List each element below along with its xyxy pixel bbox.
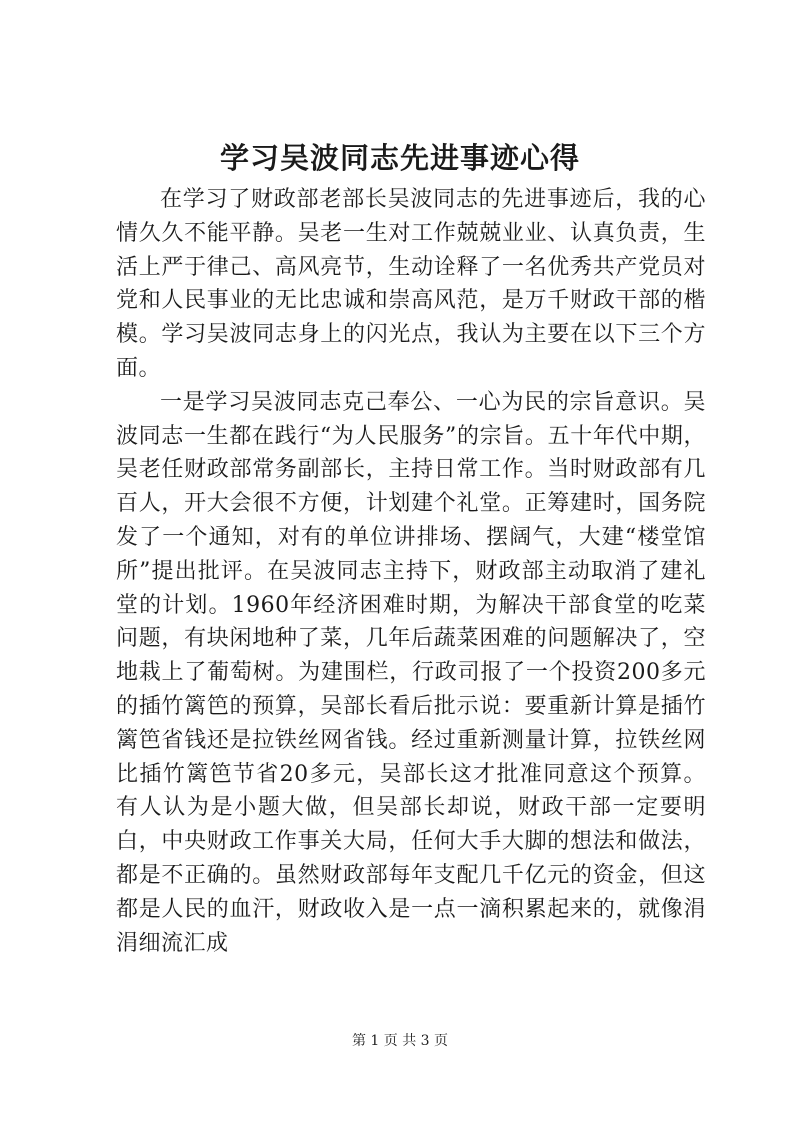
paragraph-intro: 在学习了财政部老部长吴波同志的先进事迹后，我的心情久久不能平静。吴老一生对工作兢兢业业、认真负责，生活上严于律己、高风亮节，生动诠释了一名优秀共产党员对党和人民事业的无比忠诚和崇高风范，是万千财政干部的楷模。学习吴波同志身上的闪光点，我认为主要在以下三个方面。	[116, 187, 706, 381]
document-body	[116, 183, 706, 960]
paragraph-point-one: 一是学习吴波同志克己奉公、一心为民的宗旨意识。吴波同志一生都在践行“为人民服务”的宗旨。五十年代中期，吴老任财政部常务副部长，主持日常工作。当时财政部有几百人，开大会很不方便，计划建个礼堂。正筹建时，国务院发了一个通知，对有的单位讲排场、摆阔气，大建“楼堂馆所”提出批评。在吴波同志主持下，财政部主动取消了建礼堂的计划。1960年经济困难时期，为解决干部食堂的吃菜问题，有块闲地种了菜，几年后蔬菜困难的问题解决了，空地栽上了葡萄树。为建围栏，行政司报了一个投资200多元的插竹篱笆的预算，吴部长看后批示说：要重新计算是插竹篱笆省钱还是拉铁丝网省钱。经过重新测量计算，拉铁丝网比插竹篱笆节省20多元，吴部长这才批准同意这个预算。有人认为是小题大做，但吴部长却说，财政干部一定要明白，中央财政工作事关大局，任何大手大脚的想法和做法，都是不正确的。虽然财政部每年支配几千亿元的资金，但这都是人民的血汗，财政收入是一点一滴积累起来的，就像涓涓细流汇成	[116, 389, 706, 956]
page-number-footer: 第 1 页 共 3 页	[351, 1033, 449, 1049]
document-title: 学习吴波同志先进事迹心得	[219, 141, 580, 175]
